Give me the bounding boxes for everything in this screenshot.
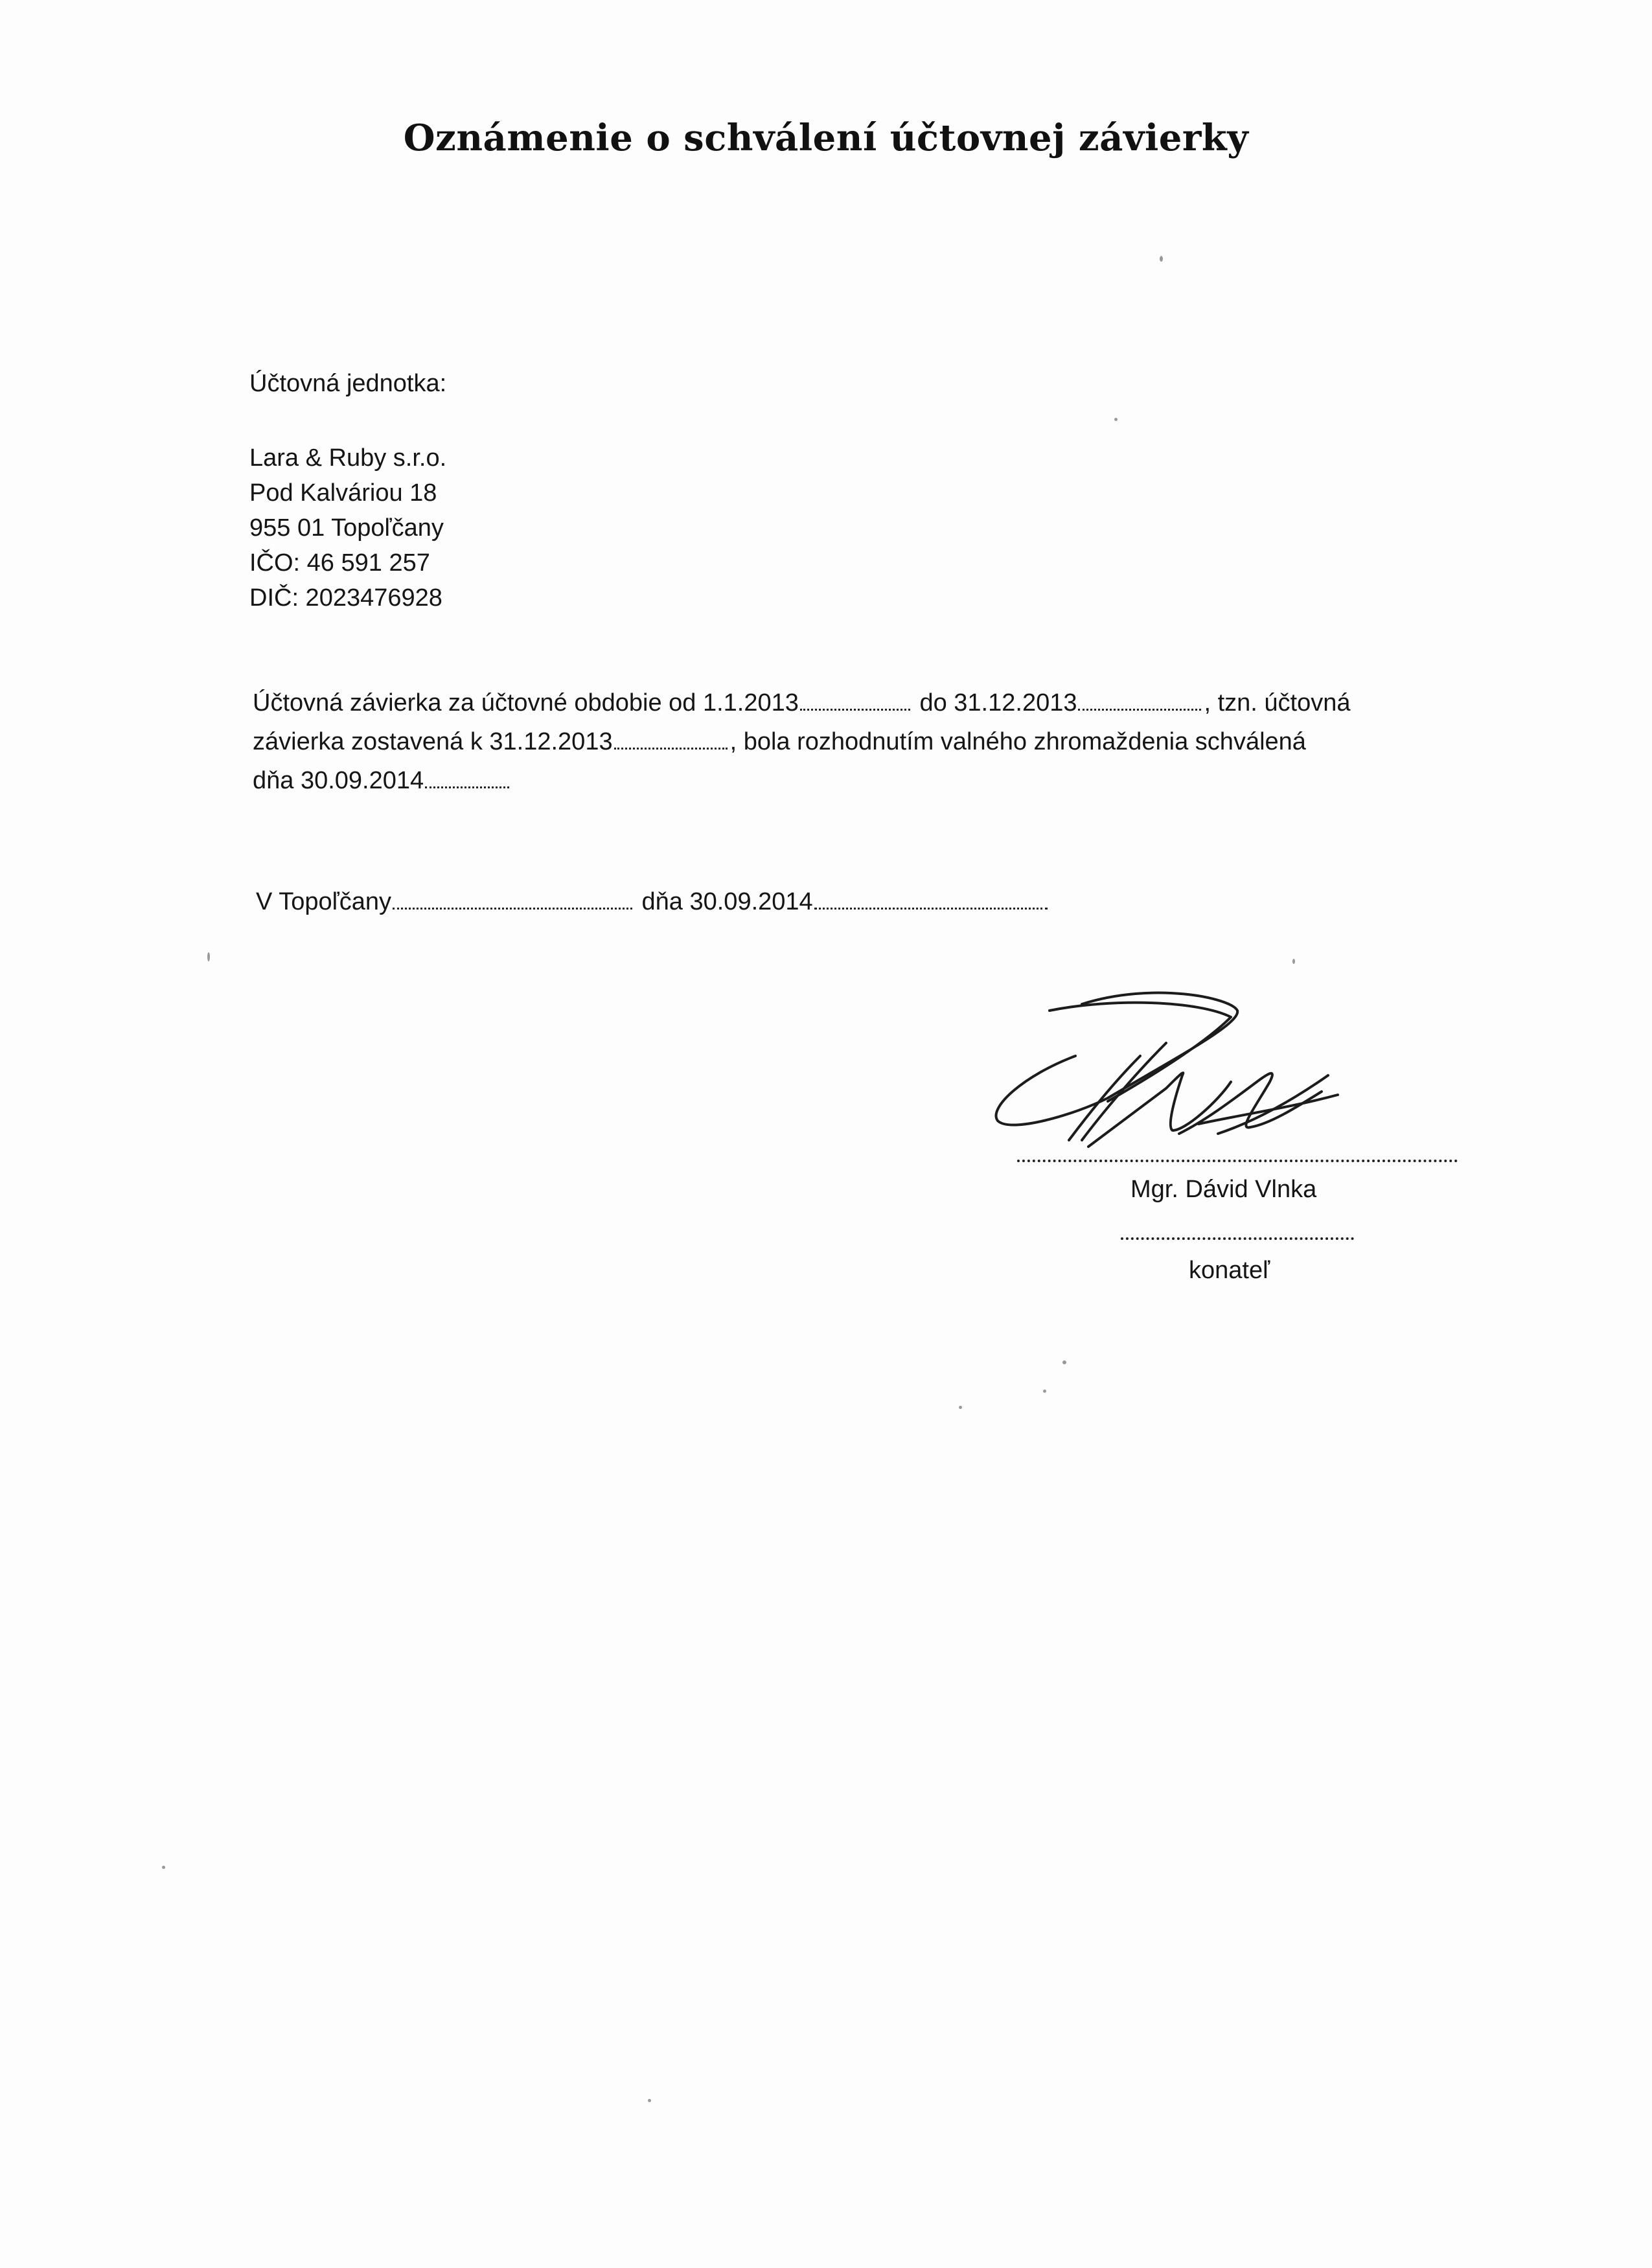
signatory-name: Mgr. Dávid Vlnka: [1130, 1176, 1317, 1203]
statement-compiled: závierka zostavená k 31.12.2013: [253, 728, 613, 755]
dotted-fill: [425, 783, 509, 788]
address-block: [249, 441, 446, 615]
scan-speck: [959, 1406, 962, 1409]
scan-speck: [162, 1866, 165, 1869]
ico-number: IČO: 46 591 257: [249, 549, 430, 577]
scan-speck: [1292, 959, 1295, 964]
dotted-fill: [814, 904, 1048, 910]
statement-line-2: [253, 722, 1484, 761]
scan-speck: [1160, 256, 1163, 262]
statement-approval-date: dňa 30.09.2014: [253, 767, 424, 794]
handwritten-signature: [985, 985, 1348, 1166]
scan-speck: [648, 2099, 651, 2102]
signature-dotted-line: [1017, 1160, 1458, 1162]
statement-approved: , bola rozhodnutím valného zhromaždenia schválená: [729, 728, 1306, 755]
statement-period-from: Účtovná závierka za účtovné obdobie od 1.1.2013: [253, 689, 799, 716]
accounting-unit-label: Účtovná jednotka:: [249, 370, 447, 397]
dotted-fill: [614, 744, 728, 750]
dotted-fill: [393, 904, 632, 910]
place-name: V Topoľčany: [256, 888, 391, 915]
statement-line-3: [253, 761, 1484, 800]
city-address: 955 01 Topoľčany: [249, 514, 444, 542]
company-name: Lara & Ruby s.r.o.: [249, 444, 447, 472]
document-title: Oznámenie o schválení účtovnej závierky: [403, 117, 1249, 159]
dic-number: DIČ: 2023476928: [249, 584, 442, 612]
scan-speck: [1062, 1360, 1066, 1364]
role-dotted-line: [1121, 1237, 1354, 1240]
place-date-line: [256, 884, 1050, 919]
street-address: Pod Kalváriou 18: [249, 479, 437, 507]
scan-speck: [207, 952, 210, 961]
dotted-fill: [1078, 705, 1201, 711]
dotted-fill: [800, 705, 910, 711]
statement-tzn: , tzn. účtovná: [1204, 689, 1351, 716]
scan-speck: [1043, 1390, 1046, 1393]
statement-line-1: [253, 683, 1484, 722]
approval-statement: [253, 683, 1484, 800]
place-date: dňa 30.09.2014: [634, 888, 813, 915]
scan-speck: [1114, 418, 1118, 421]
statement-period-to: do 31.12.2013: [912, 689, 1077, 716]
signatory-role: konateľ: [1189, 1257, 1270, 1284]
